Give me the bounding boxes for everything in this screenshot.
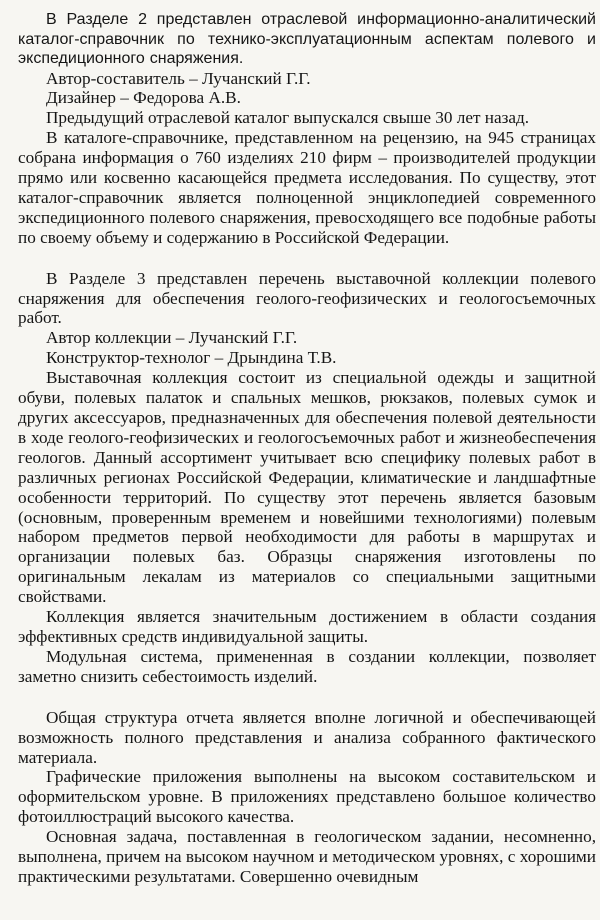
conclusion-main-task: Основная задача, поставленная в геологическом задании, несомненно, выполнена, причем на высоком научном и методическом уровнях, с хорошими практическими результатами. Совершенно очевидным xyxy=(18,827,596,886)
section2-intro: В Разделе 2 представлен отраслевой информационно-аналитический каталог-справочник по технико-эксплуатационным аспектам полевого и экспедиционного снаряжения. xyxy=(18,11,596,67)
paragraph-gap xyxy=(18,248,596,269)
section3-modular: Модульная система, примененная в создании коллекции, позволяет заметно снизить себестоимость изделий. xyxy=(18,646,596,686)
section2-previous: Предыдущий отраслевой каталог выпускался свыше 30 лет назад. xyxy=(46,108,530,128)
section3-body: Выставочная коллекция состоит из специальной одежды и защитной обуви, полевых палаток и спальных мешков, рюкзаков, полевых сумок и других аксессуаров, предназначенных для обеспечения полевой деятельности в ходе геолого-геофизических и геологосъемочных работ и жизнеобеспечения геологов. Данный ассортимент учитывает всю специфику полевых работ в различных регионах Российской Федерации, климатические и ландшафтные особенности территорий. По существу этот перечень является базовым (основным, проверенным временем и новейшими технологиями) полевым набором предметов первой необходимости для работы в маршрутах и организации полевых баз. Образцы снаряжения изготовлены по оригинальным лекалам из материалов со специальными защитными свойствами. xyxy=(18,368,596,607)
section3-intro: В Разделе 3 представлен перечень выставочной коллекции полевого снаряжения для обеспечения геолого-геофизических и геологосъемочных работ. xyxy=(18,268,596,328)
section3-constructor: Конструктор-технолог – Дрындина Т.В. xyxy=(46,348,337,368)
section2-designer: Дизайнер – Федорова А.В. xyxy=(46,88,241,108)
section2-author: Автор-составитель – Лучанский Г.Г. xyxy=(46,68,311,88)
conclusion-structure: Общая структура отчета является вполне логичной и обеспечивающей возможность полного представления и анализа собранного фактического материала. xyxy=(18,707,596,767)
section2-body: В каталоге-справочнике, представленном на рецензию, на 945 страницах собрана информация о 760 изделиях 210 фирм – производителей продукции прямо или косвенно касающейся предмета исследования. По существу, этот каталог-справочник является полноценной энциклопедией современного экспедиционного полевого снаряжения, превосходящего все подобные работы по своему объему и содержанию в Российской Федерации. xyxy=(18,128,596,247)
conclusion-graphics: Графические приложения выполнены на высоком составительском и оформительском уровне. В приложениях представлено большое количество фотоиллюстраций высокого качества. xyxy=(18,767,596,827)
section3-author: Автор коллекции – Лучанский Г.Г. xyxy=(46,328,298,348)
paragraph-gap xyxy=(18,687,596,708)
section3-achievement: Коллекция является значительным достижением в области создания эффективных средств индивидуальной защиты. xyxy=(18,607,596,646)
